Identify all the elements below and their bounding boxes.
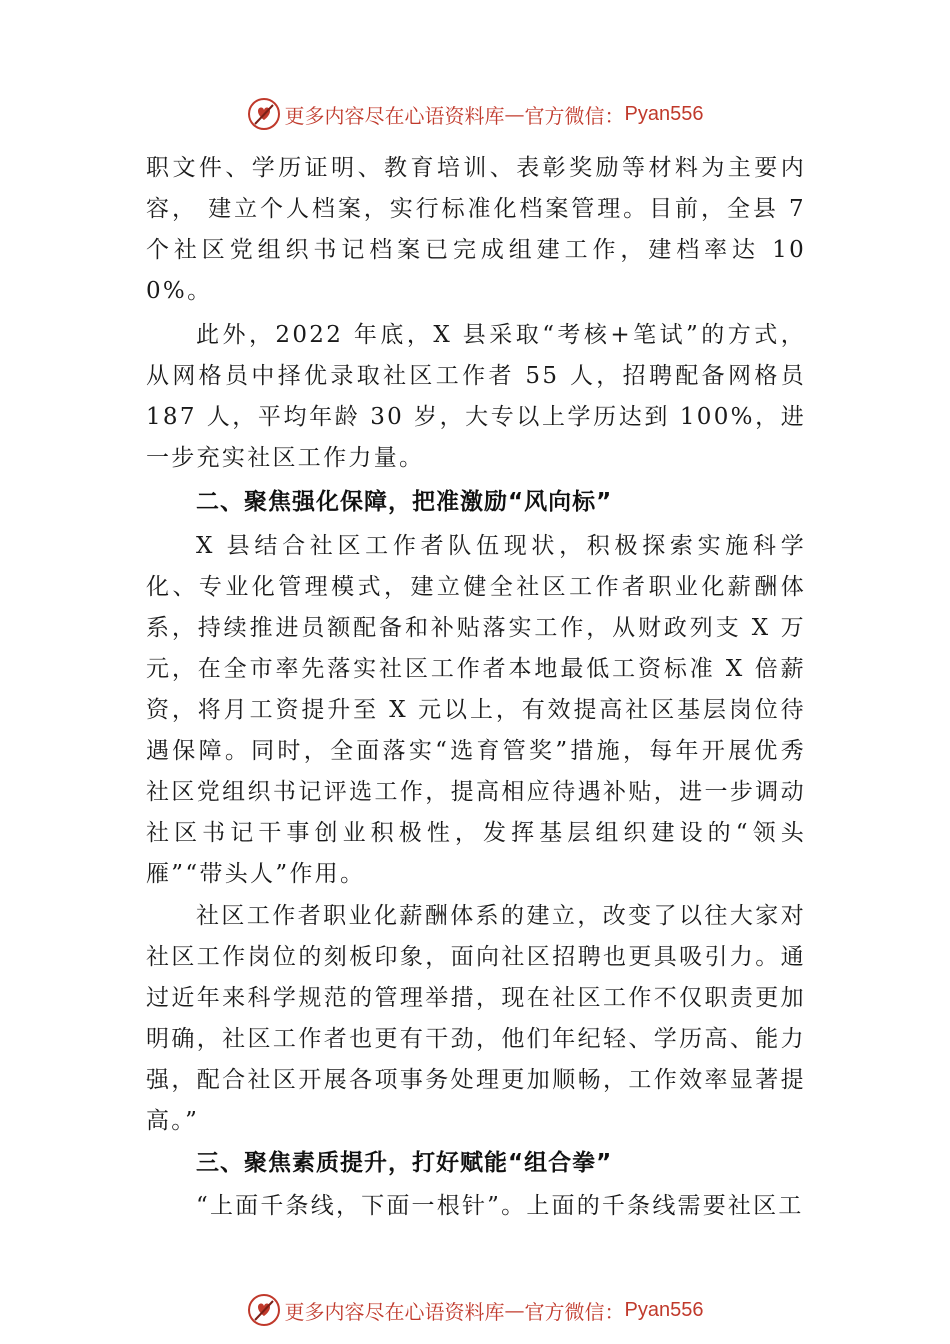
banner-separator: — (504, 102, 525, 126)
section-heading-2: 二、聚焦强化保障，把准激励“风向标” (196, 489, 613, 515)
paragraph-4: 社区工作者职业化薪酬体系的建立，改变了以往大家对社区工作岗位的刻板印象，面向社区招聘也更具吸引力。通过近年来科学规范的管理举措，现在社区工作不仅职责更加明确，社区工作者也更有干劲，他们年纪轻、学历高、能力强，配合社区开展各项事务处理更加顺畅，工作效率显著提高。” (146, 903, 806, 1134)
footer-banner (0, 1290, 950, 1330)
paragraph-5: “上面千条线，下面一根针”。上面的千条线需要社区工 (196, 1193, 804, 1219)
heart-pen-icon (247, 97, 281, 131)
footer-banner-official-label: 官方微信： (524, 1299, 625, 1324)
paragraph-2: 此外，2022 年底，X 县采取“考核+笔试”的方式，从网格员中择优录取社区工作者 55 人，招聘配备网格员 187 人，平均年龄 30 岁，大专以上学历达到 100%，进一步充实社区工作力量。 (146, 322, 806, 471)
banner-wechat-id: Pyan556 (624, 102, 704, 125)
footer-banner-title: 更多内容尽在心语资料库 (284, 1299, 505, 1324)
footer-banner-wechat-id: Pyan556 (624, 1298, 704, 1321)
section-heading-3: 三、聚焦素质提升，打好赋能“组合拳” (196, 1150, 613, 1176)
banner-official-label: 官方微信： (524, 103, 625, 128)
paragraph-3: X 县结合社区工作者队伍现状，积极探索实施科学化、专业化管理模式，建立健全社区工作者职业化薪酬体系，持续推进员额配备和补贴落实工作，从财政列支 X 万元，在全市率先落实社区工作者本地最低工资标准 X 倍薪资，将月工资提升至 X 元以上，有效提高社区基层岗位待遇保障。同时，全面落实“选育管奖”措施，每年开展优秀社区党组织书记评选工作，提高相应待遇补贴，进一步调动社区书记干事创业积极性，发挥基层组织建设的“领头雁”“带头人”作用。 (146, 533, 806, 887)
banner-title: 更多内容尽在心语资料库 (284, 103, 505, 128)
document-body (146, 148, 806, 1227)
heart-pen-icon (247, 1293, 281, 1327)
header-banner (0, 94, 950, 134)
paragraph-1: 职文件、学历证明、教育培训、表彰奖励等材料为主要内容， 建立个人档案，实行标准化档案管理。目前，全县 7 个社区党组织书记档案已完成组建工作，建档率达 100%。 (146, 155, 806, 304)
footer-banner-separator: — (504, 1298, 525, 1322)
